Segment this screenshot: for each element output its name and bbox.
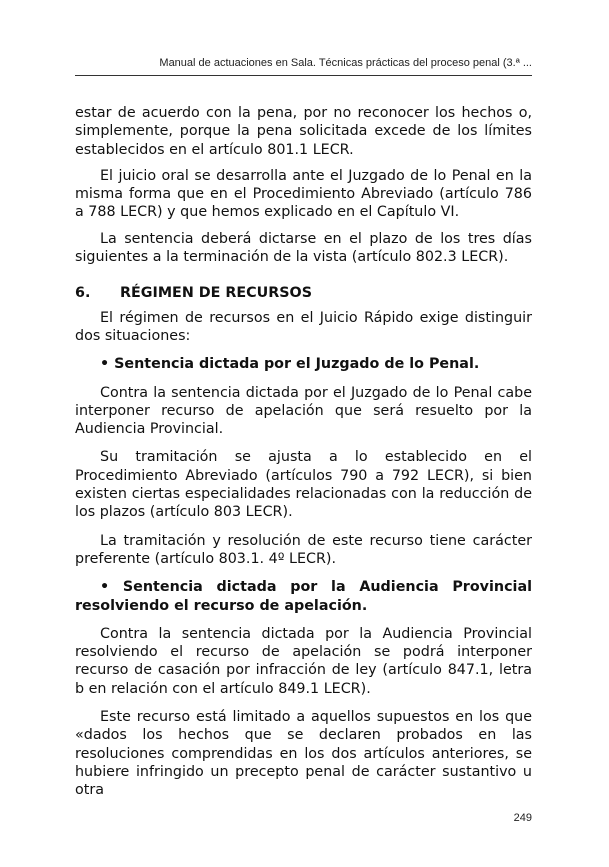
page-number: 249: [513, 812, 532, 824]
paragraph-recurso-limitado: Este recurso está limitado a aquellos supuestos en los que «dados los hechos que se declaren probados en las resoluciones comprendidas en los dos artículos anteriores, se hubiere infringido un precepto penal de carácter sustantivo u otra: [75, 709, 532, 799]
paragraph-regimen-intro: El régimen de recursos en el Juicio Rápido exige distinguir dos situaciones:: [75, 309, 532, 344]
running-header: Manual de actuaciones en Sala. Técnicas prácticas del proceso penal (3.ª ...: [159, 57, 532, 69]
section-heading: [75, 284, 532, 302]
paragraph-apelacion: Contra la sentencia dictada por el Juzgado de lo Penal cabe interponer recurso de apelación que será resuelto por la Audiencia Provincial.: [75, 384, 532, 438]
paragraph-tramitacion: Su tramitación se ajusta a lo establecido en el Procedimiento Abreviado (artículos 790 a 792 LECR), si bien existen ciertas especialidades relacionadas con la reducción de los plazos (artículo 803 LECR).: [75, 449, 532, 521]
paragraph-continuation: estar de acuerdo con la pena, por no reconocer los hechos o, simplemente, porque la pena solicitada excede de los límites establecidos en el artículo 801.1 LECR.: [75, 105, 532, 158]
paragraph-preferente: La tramitación y resolución de este recurso tiene carácter preferente (artículo 803.1. 4º LECR).: [75, 532, 532, 567]
paragraph-sentencia-plazo: La sentencia deberá dictarse en el plazo de los tres días siguientes a la terminación de la vista (artículo 802.3 LECR).: [75, 230, 532, 266]
bullet-heading-juzgado-penal: • Sentencia dictada por el Juzgado de lo Penal.: [100, 356, 480, 373]
section-number: 6.: [75, 285, 91, 302]
header-divider: [75, 75, 532, 76]
section-title: RÉGIMEN DE RECURSOS: [120, 285, 313, 302]
paragraph-juicio-oral: El juicio oral se desarrolla ante el Juzgado de lo Penal en la misma forma que en el Procedimiento Abreviado (artículo 786 a 788 LECR) y que hemos explicado en el Capítulo VI.: [75, 167, 532, 221]
page-body: [75, 104, 532, 810]
bullet-heading-audiencia-provincial: • Sentencia dictada por la Audiencia Provincial resolviendo el recurso de apelación.: [75, 579, 532, 614]
paragraph-casacion: Contra la sentencia dictada por la Audiencia Provincial resolviendo el recurso de apelación se podrá interponer recurso de casación por infracción de ley (artículo 847.1, letra b en relación con el artículo 849.1 LECR).: [75, 625, 532, 697]
